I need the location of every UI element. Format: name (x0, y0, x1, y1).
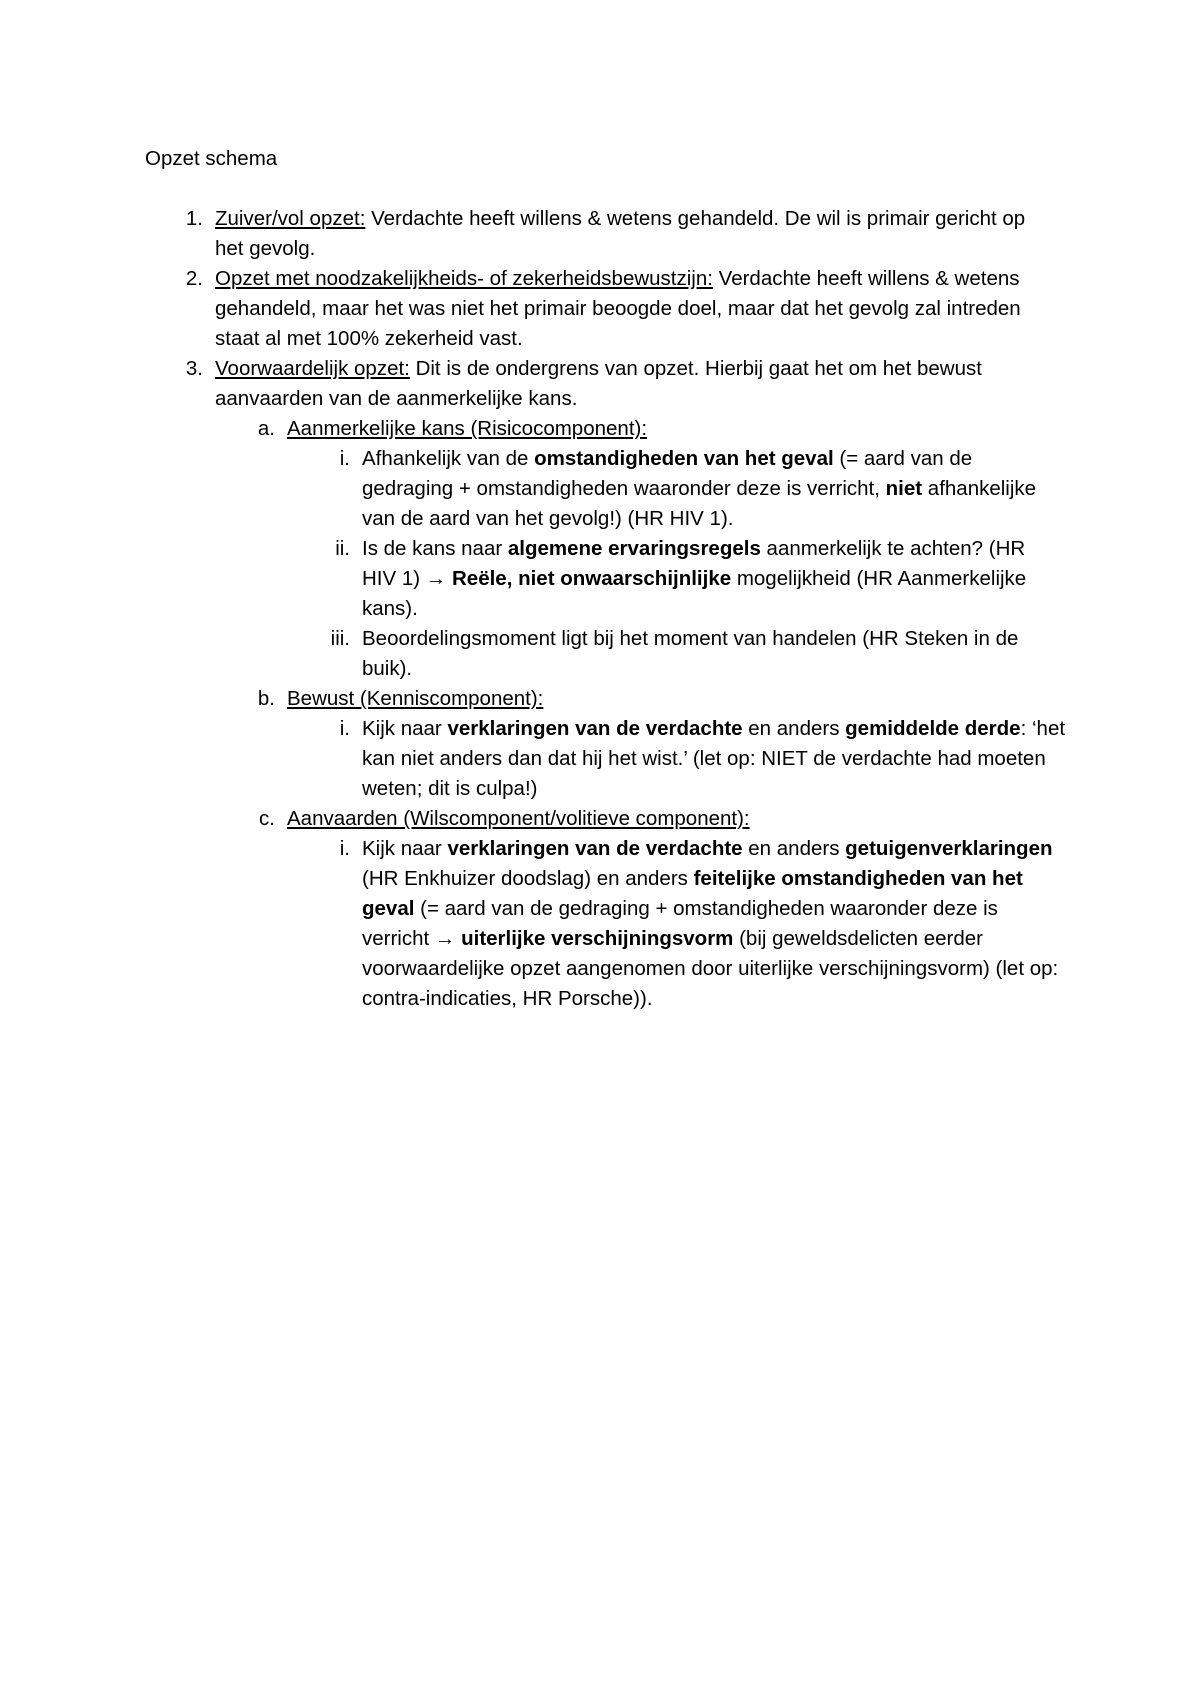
arrow-icon: → (425, 567, 447, 590)
point-a-i (339, 444, 1052, 534)
list-marker: 1. (185, 207, 203, 230)
item-body: Verdachte heeft willens & wetens gehandeld, maar het was niet het primair beoogde doel, maar dat het gevolg zal intreden staat al met 100% zekerheid vast. (215, 267, 1021, 350)
point-text: Is de kans naar algemene ervaringsregels aanmerkelijk te achten? (HR HIV 1) → Reële, niet onwaarschijnlijke mogelijkheid (HR Aanmerkelijke kans). (362, 537, 1027, 620)
list-item-text (287, 684, 1047, 714)
list-item-text (215, 204, 1035, 264)
emphasis: algemene ervaringsregels (507, 537, 761, 560)
list-item-text (287, 414, 1047, 444)
item-label: Aanmerkelijke kans (Risicocomponent): (287, 417, 648, 440)
emphasis: omstandigheden van het geval (534, 447, 834, 470)
item-label: Zuiver/vol opzet: (215, 207, 366, 230)
item-body: Verdachte heeft willens & wetens gehandeld. De wil is primair gericht op het gevolg. (215, 207, 1026, 260)
list-item-text (215, 354, 1060, 414)
point-b-i (339, 714, 1072, 804)
item-label: Voorwaardelijk opzet: (215, 357, 410, 380)
list-marker: ii. (335, 537, 350, 560)
list-marker: iii. (330, 627, 350, 650)
point-text: Kijk naar verklaringen van de verdachte en anders getuigenverklaringen (HR Enkhuizer doodslag) en anders feitelijke omstandigheden van het geval (= aard van de gedraging + omstandigheden waaronder deze is verricht → uiterlijke verschijningsvorm (bij geweldsdelicten eerder voorwaardelijke opzet aangenomen door uiterlijke verschijningsvorm) (let op: contra-indicaties, HR Porsche)). (362, 837, 1059, 1010)
emphasis: gemiddelde derde (845, 717, 1021, 740)
list-marker: 3. (185, 357, 203, 380)
list-marker: i. (339, 837, 350, 860)
emphasis: verklaringen van de verdachte (447, 837, 743, 860)
emphasis: niet (885, 477, 923, 500)
item-label: Aanvaarden (Wilscomponent/volitieve component): (287, 807, 750, 830)
sublist-item-b (257, 684, 1047, 714)
emphasis: uiterlijke verschijningsvorm (455, 927, 734, 950)
list-item-text (287, 804, 1047, 834)
list-marker: a. (257, 417, 275, 440)
point-text: Beoordelingsmoment ligt bij het moment van handelen (HR Steken in de buik). (362, 627, 1019, 680)
emphasis: feitelijke omstandigheden van het geval (362, 867, 1023, 920)
list-marker: b. (257, 687, 275, 710)
arrow-icon: → (434, 927, 456, 950)
point-a-iii (330, 624, 1062, 684)
sublist-item-c (259, 804, 1047, 834)
list-item-2 (185, 264, 1060, 354)
item-label: Bewust (Kenniscomponent): (287, 687, 544, 710)
emphasis: Reële, niet onwaarschijnlijke (446, 567, 732, 590)
list-marker: c. (259, 807, 275, 830)
item-label: Opzet met noodzakelijkheids- of zekerheidsbewustzijn: (215, 267, 713, 290)
point-a-ii (335, 534, 1062, 624)
list-marker: i. (339, 447, 350, 470)
list-marker: 2. (185, 267, 203, 290)
point-text: Afhankelijk van de omstandigheden van het geval (= aard van de gedraging + omstandigheden waaronder deze is verricht, niet afhankelijke van de aard van het gevolg!) (HR HIV 1). (362, 447, 1037, 530)
point-c-i (339, 834, 1062, 1014)
emphasis: verklaringen van de verdachte (447, 717, 743, 740)
list-item-text (215, 264, 1060, 354)
point-text: Kijk naar verklaringen van de verdachte en anders gemiddelde derde: ‘het kan niet anders dan dat hij het wist.’ (let op: NIET de verdachte had moeten weten; dit is culpa!) (362, 717, 1066, 800)
item-body: Dit is de ondergrens van opzet. Hierbij gaat het om het bewust aanvaarden van de aanmerkelijke kans. (215, 357, 982, 410)
list-item-1 (185, 204, 1035, 264)
page-title: Opzet schema (145, 147, 278, 170)
list-item-3 (185, 354, 1060, 414)
sublist-item-a (257, 414, 1047, 444)
list-marker: i. (339, 717, 350, 740)
emphasis: getuigenverklaringen (845, 837, 1053, 860)
